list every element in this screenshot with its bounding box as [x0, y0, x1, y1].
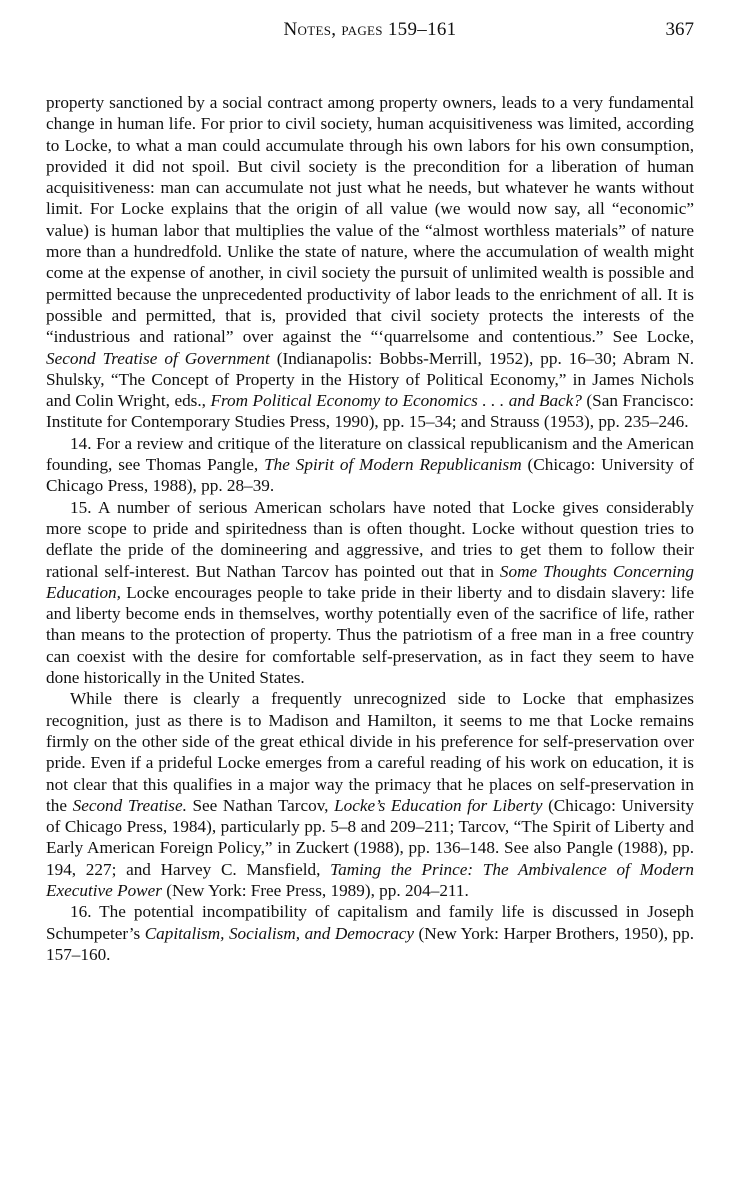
book-page: [46, 12, 694, 965]
note-text: (San Francisco: Institute for Contemporary Studies Press, 1990), pp. 15–34; and Strauss (1953), pp. 235–246.: [46, 391, 694, 432]
note-text: (New York: Harper Brothers, 1950), pp. 157–160.: [46, 923, 695, 964]
title-italic: Second Treatise of Government: [46, 348, 270, 368]
running-title: Notes, pages 159–161: [283, 19, 457, 40]
note-15-continued: [46, 688, 694, 901]
note-text: (Indianapolis: Bobbs-Merrill, 1952), pp. 16–30; Abram N. Shulsky, “The Concept of Property in the History of Political Economy,” in James Nichols and Colin Wright, eds.,: [46, 348, 694, 411]
note-text: Locke encourages people to take pride in their liberty and to disdain slavery: life and liberty become ends in themselves, worthy potentially even of the sacrifice of life, rather than means to the protection of property. Thus the patriotism of a free man in a free country can coexist with the desire for comfortable self-preservation, as in fact they seem to have done historically in the United States.: [46, 582, 694, 688]
title-italic: Some Thoughts Concerning Education,: [46, 561, 694, 602]
note-text: 15. A number of serious American scholars have noted that Locke gives considerably more scope to pride and spiritedness than is often thought. Locke without question tries to deflate the pride of the domineering and aggressive, and tries to get them to follow their rational self-interest. But Nathan Tarcov has pointed out that in: [46, 497, 694, 581]
page-number: 367: [665, 19, 694, 40]
note-text: 16. The potential incompatibility of capitalism and family life is discussed in Joseph Schumpeter’s: [46, 902, 694, 943]
title-italic: Taming the Prince: The Ambivalence of Modern Executive Power: [46, 859, 694, 900]
title-italic: Second Treatise.: [72, 795, 187, 815]
note-14: [46, 433, 694, 497]
title-italic: The Spirit of Modern Republicanism: [264, 455, 522, 475]
note-16: [46, 901, 694, 965]
note-13-continuation: [46, 92, 694, 433]
note-text: (Chicago: University of Chicago Press, 1988), pp. 28–39.: [46, 455, 694, 496]
note-text: While there is clearly a frequently unrecognized side to Locke that emphasizes recognition, just as there is to Madison and Hamilton, it seems to me that Locke remains firmly on the other side of the great ethical divide in his preference for self-preservation over pride. Even if a prideful Locke emerges from a careful reading of his work on education, it is not clear that this qualifies in a major way the primacy that he places on self-preservation in the: [46, 689, 694, 815]
note-text: 14. For a review and critique of the literature on classical republicanism and the American founding, see Thomas Pangle,: [46, 433, 694, 475]
endnotes-text: [46, 92, 694, 965]
note-15: [46, 497, 694, 689]
note-text: property sanctioned by a social contract among property owners, leads to a very fundamental change in human life. For prior to civil society, human acquisitiveness was limited, according to Locke, to what a man could accumulate through his own labors for his own consumption, provided it did not spoil. But civil society is the precondition for a liberation of human acquisitiveness: man can accumulate not just what he needs, but whatever he wants without limit. For Locke explains that the origin of all value (we would now say, all “economic” value) is human labor that multiplies the value of the “almost worthless materials” of nature more than a hundredfold. Unlike the state of nature, where the accumulation of wealth might come at the expense of another, in civil society the pursuit of unlimited wealth is possible and permitted because the unprecedented productivity of labor leads to the enrichment of all. It is possible and permitted, that is, provided that civil society protects the interests of the “industrious and rational” over against the “‘quarrelsome and contentious.” See Locke,: [46, 93, 694, 347]
note-text: (New York: Free Press, 1989), pp. 204–211.: [161, 880, 469, 900]
title-italic: From Political Economy to Economics . . . and Back?: [210, 391, 582, 411]
running-head: [46, 12, 694, 48]
note-text: See Nathan Tarcov,: [186, 795, 335, 815]
title-italic: Capitalism, Socialism, and Democracy: [144, 923, 415, 943]
title-italic: Locke’s Education for Liberty: [334, 795, 543, 815]
note-text: (Chicago: University of Chicago Press, 1984), particularly pp. 5–8 and 209–211; Tarcov, “The Spirit of Liberty and Early American Foreign Policy,” in Zuckert (1988), pp. 136–148. See also Pangle (1988), pp. 194, 227; and Harvey C. Mansfield,: [46, 795, 695, 879]
